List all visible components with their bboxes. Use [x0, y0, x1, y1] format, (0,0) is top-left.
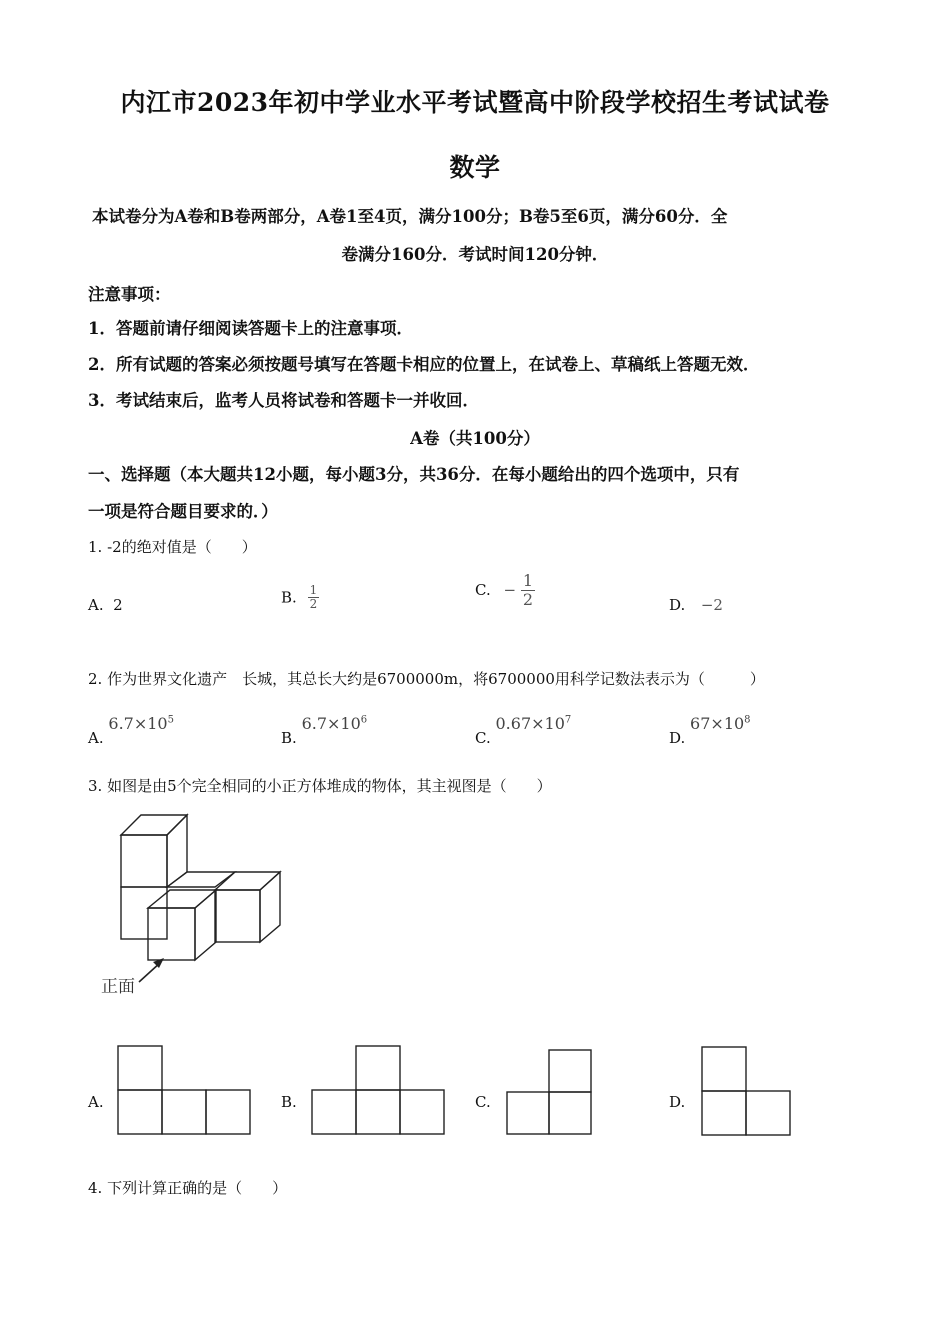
notes-heading: 注意事项： — [88, 285, 171, 304]
figure-label: 正面 — [101, 977, 135, 997]
q3-option-b-label: B. — [281, 1093, 297, 1111]
cube-side — [167, 815, 187, 887]
note-item: 1．答题前请仔细阅读答题卡上的注意事项． — [88, 319, 413, 338]
note-item: 2．所有试题的答案必须按题号填写在答题卡相应的位置上，在试卷上、草稿纸上答题无效． — [88, 355, 760, 374]
section-a-title: A卷（共100分） — [410, 429, 540, 448]
question-2-stem: 2. 作为世界文化遗产 长城，其总长大约是6700000m，将6700000用科学记数法表示为（ ） — [88, 670, 765, 688]
q3-option-a-label: A. — [88, 1093, 104, 1111]
cube-face — [121, 887, 167, 939]
cube-face — [215, 890, 260, 942]
subject-title: 数学 — [449, 153, 501, 182]
cube-top — [167, 872, 235, 887]
cube-side — [260, 872, 280, 942]
q2-option-a: A. $6.7\times 10^5$ — [88, 714, 174, 747]
q1-option-c: C. − $\frac{1}{2}$ — [475, 571, 534, 609]
q1-option-b: B. $\frac{1}{2}$ — [281, 583, 318, 612]
q3-option-c-figure — [506, 1049, 598, 1137]
q3-option-d-figure — [701, 1046, 795, 1138]
question-1-stem: 1. -2的绝对值是（ ） — [88, 538, 257, 556]
q3-option-a-figure — [117, 1045, 253, 1137]
part1-instruction-1: 一、选择题（本大题共12小题，每小题3分，共36分．在每小题给出的四个选项中，只有 — [88, 465, 740, 484]
part1-instruction-2: 一项是符合题目要求的．） — [88, 502, 278, 521]
cube-face — [148, 908, 195, 960]
intro-line-1: 本试卷分为A卷和B卷两部分，A卷1至4页，满分100分；B卷5至6页，满分60分．全 — [92, 207, 728, 226]
q1-option-a: A. 2 — [88, 596, 123, 614]
page-title: 内江市2023年初中学业水平考试暨高中阶段学校招生考试试卷 — [120, 88, 830, 117]
q3-option-d-label: D. — [669, 1093, 686, 1111]
q3-option-c-label: C. — [475, 1093, 491, 1111]
question-4-stem: 4. 下列计算正确的是（ ） — [88, 1179, 288, 1197]
q3-option-b-figure — [311, 1045, 447, 1137]
q2-option-d: D. $67\times 10^8$ — [669, 714, 751, 747]
q2-option-b: B. $6.7\times 10^6$ — [281, 714, 368, 747]
note-item: 3．考试结束后，监考人员将试卷和答题卡一并收回． — [88, 391, 479, 410]
question-3-stem: 3. 如图是由5个完全相同的小正方体堆成的物体，其主视图是（ ） — [88, 777, 552, 795]
fraction: $\frac{1}{2}$ — [522, 571, 534, 609]
intro-line-2: 卷满分160分．考试时间120分钟． — [341, 245, 609, 264]
q1-option-d: D. −2 — [669, 596, 723, 614]
q2-option-c: C. $0.67\times 10^7$ — [475, 714, 572, 747]
fraction: $\frac{1}{2}$ — [309, 583, 318, 612]
cube-face — [121, 835, 167, 887]
cube-side — [195, 890, 216, 960]
